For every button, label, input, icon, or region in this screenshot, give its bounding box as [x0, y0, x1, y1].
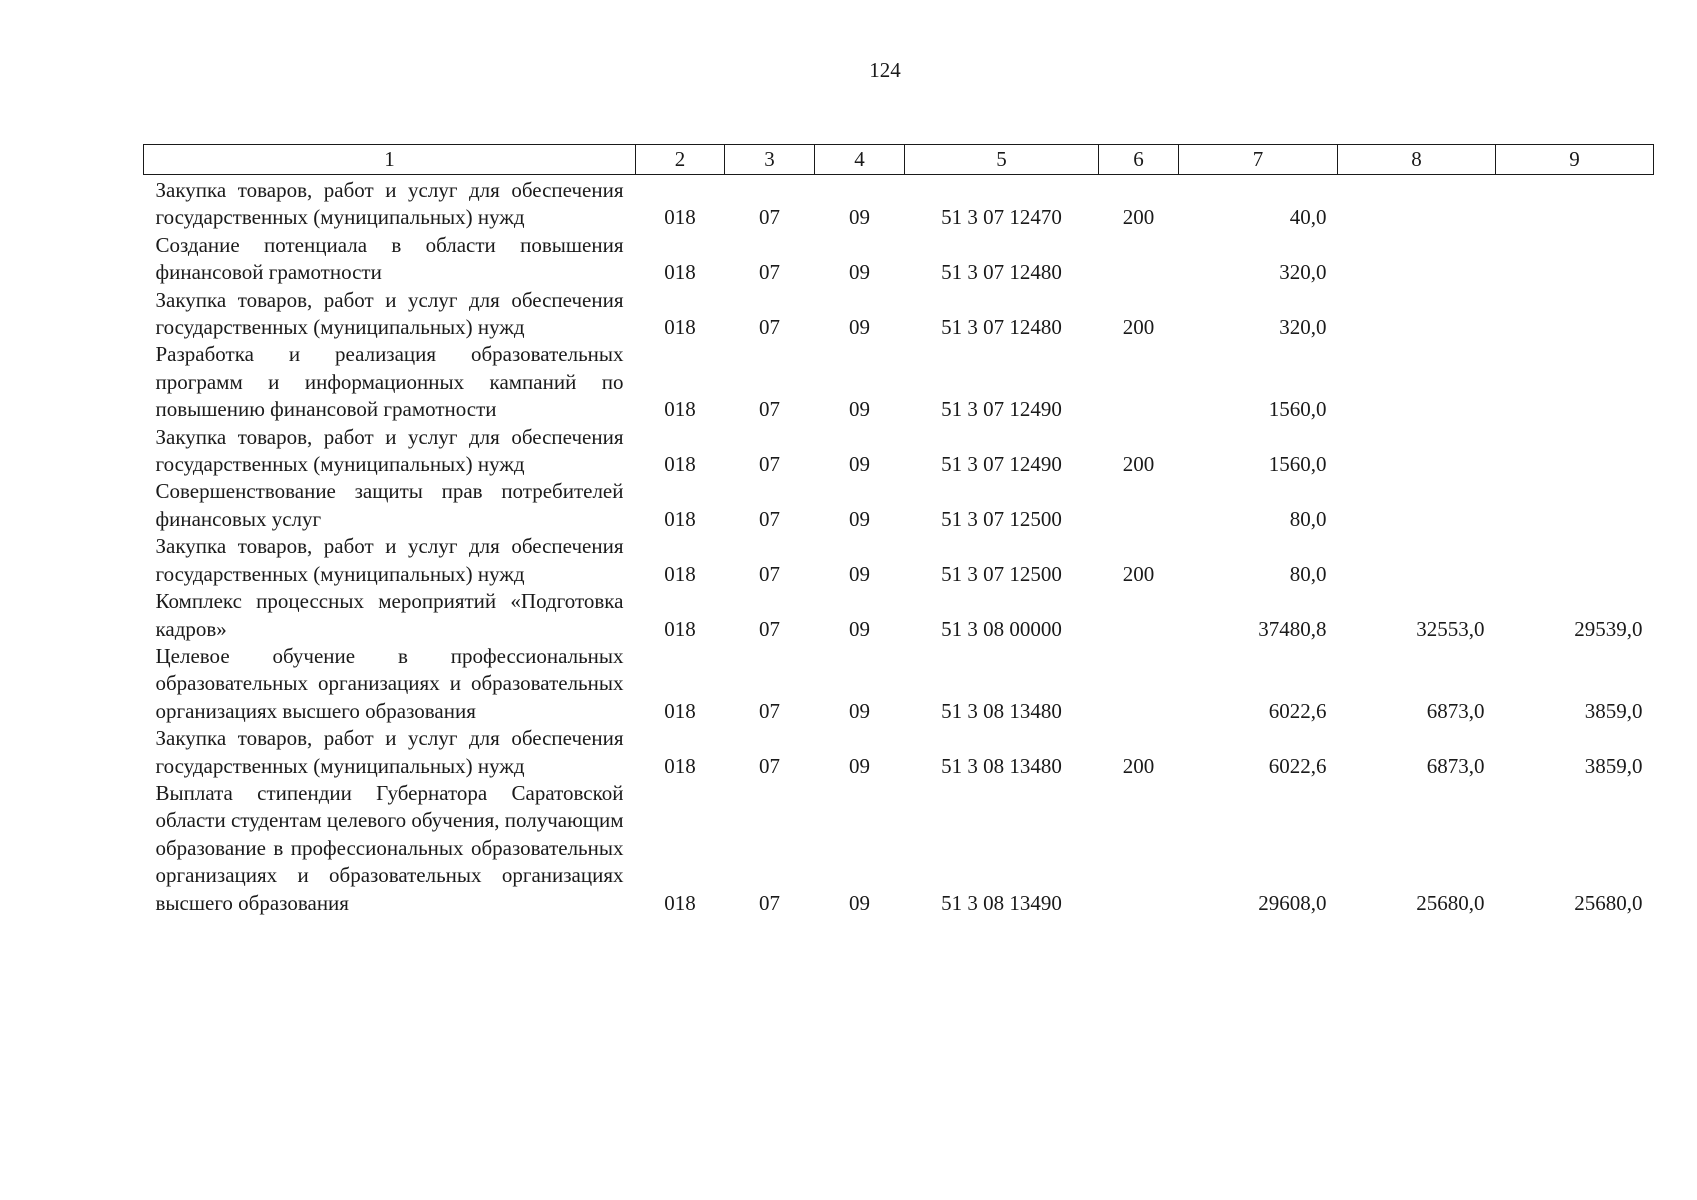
row-amount-2: [1338, 478, 1496, 533]
budget-table: [143, 144, 1654, 917]
row-name-text: Комплекс процессных мероприятий «Подготовка кадров»: [155, 589, 624, 641]
column-header-4: 4: [815, 145, 905, 175]
row-name: [144, 643, 636, 725]
row-subsection-code: 09: [849, 698, 870, 723]
row-amount-1: 320,0: [1279, 315, 1327, 340]
row-amount-3: [1496, 232, 1654, 287]
row-amount-3: [1496, 533, 1654, 588]
row-name: [144, 341, 636, 423]
row-ministry-code: 018: [664, 616, 696, 641]
row-name: [144, 588, 636, 643]
row-name-text: Целевое обучение в профессиональных образовательных организациях и образовательных организациях высшего образования: [155, 643, 624, 723]
table-row: [144, 725, 1654, 780]
page-number: 124: [869, 58, 901, 82]
column-header-6: 6: [1099, 145, 1179, 175]
row-amount-3: [1496, 424, 1654, 479]
table-row: [144, 780, 1654, 917]
table-row: [144, 643, 1654, 725]
row-ministry-code: 018: [664, 205, 696, 230]
row-target-article: 51 3 08 13480: [941, 753, 1062, 778]
row-amount-2: 6873,0: [1426, 698, 1485, 723]
row-amount-3: 25680,0: [1574, 890, 1643, 915]
row-ministry-code: 018: [664, 506, 696, 531]
row-amount-1: 320,0: [1279, 260, 1327, 285]
row-name: [144, 725, 636, 780]
row-target-article: 51 3 08 00000: [941, 616, 1062, 641]
table-body: [144, 175, 1654, 917]
row-subsection-code: 09: [849, 616, 870, 641]
row-subsection-code: 09: [849, 890, 870, 915]
row-subsection-code: 09: [849, 753, 870, 778]
column-header-1: 1: [144, 145, 636, 175]
row-name-text: Совершенствование защиты прав потребителей финансовых услуг: [155, 479, 624, 531]
row-expense-type: 200: [1122, 753, 1155, 778]
row-expense-type: [1099, 588, 1179, 643]
row-amount-2: 6873,0: [1426, 753, 1485, 778]
table-row: [144, 232, 1654, 287]
row-name-text: Закупка товаров, работ и услуг для обеспечения государственных (муниципальных) нужд: [155, 534, 624, 586]
header-row: [144, 145, 1654, 175]
column-header-2: 2: [636, 145, 725, 175]
row-ministry-code: 018: [664, 753, 696, 778]
table-row: [144, 287, 1654, 342]
row-subsection-code: 09: [849, 205, 870, 230]
row-name: [144, 175, 636, 232]
row-target-article: 51 3 07 12480: [941, 315, 1062, 340]
row-amount-3: 3859,0: [1584, 753, 1643, 778]
row-target-article: 51 3 08 13490: [941, 890, 1062, 915]
row-name: [144, 232, 636, 287]
row-amount-3: [1496, 341, 1654, 423]
table-row: [144, 478, 1654, 533]
row-ministry-code: 018: [664, 561, 696, 586]
row-name: [144, 424, 636, 479]
row-amount-1: 40,0: [1289, 205, 1327, 230]
row-ministry-code: 018: [664, 890, 696, 915]
row-amount-1: 6022,6: [1268, 698, 1327, 723]
row-amount-2: [1338, 341, 1496, 423]
row-name-text: Закупка товаров, работ и услуг для обеспечения государственных (муниципальных) нужд: [155, 726, 624, 778]
row-amount-1: 1560,0: [1268, 452, 1327, 477]
column-header-3: 3: [725, 145, 815, 175]
table-row: [144, 341, 1654, 423]
row-subsection-code: 09: [849, 315, 870, 340]
row-amount-2: [1338, 232, 1496, 287]
row-name-text: Закупка товаров, работ и услуг для обеспечения государственных (муниципальных) нужд: [155, 178, 624, 230]
row-ministry-code: 018: [664, 260, 696, 285]
row-amount-3: [1496, 478, 1654, 533]
row-ministry-code: 018: [664, 698, 696, 723]
row-ministry-code: 018: [664, 452, 696, 477]
row-amount-1: 29608,0: [1258, 890, 1327, 915]
row-amount-3: [1496, 175, 1654, 232]
row-amount-1: 80,0: [1289, 561, 1327, 586]
row-target-article: 51 3 08 13480: [941, 698, 1062, 723]
row-ministry-code: 018: [664, 315, 696, 340]
row-subsection-code: 09: [849, 397, 870, 422]
column-header-8: 8: [1338, 145, 1496, 175]
table-row: [144, 175, 1654, 232]
row-amount-3: 29539,0: [1574, 616, 1643, 641]
row-section-code: 07: [759, 205, 780, 230]
row-section-code: 07: [759, 452, 780, 477]
row-name: [144, 780, 636, 917]
row-expense-type: 200: [1122, 205, 1155, 230]
row-amount-1: 37480,8: [1258, 616, 1327, 641]
row-name: [144, 533, 636, 588]
row-expense-type: [1099, 478, 1179, 533]
row-name-text: Закупка товаров, работ и услуг для обеспечения государственных (муниципальных) нужд: [155, 287, 624, 340]
row-ministry-code: 018: [664, 397, 696, 422]
row-name: [144, 478, 636, 533]
row-amount-1: 6022,6: [1268, 753, 1327, 778]
row-name-text: Создание потенциала в области повышения финансовой грамотности: [155, 232, 624, 285]
row-section-code: 07: [759, 890, 780, 915]
row-amount-2: [1338, 175, 1496, 232]
row-amount-3: 3859,0: [1584, 698, 1643, 723]
row-target-article: 51 3 07 12490: [941, 397, 1062, 422]
row-amount-3: [1496, 287, 1654, 342]
table-row: [144, 533, 1654, 588]
row-expense-type: [1099, 643, 1179, 725]
row-section-code: 07: [759, 315, 780, 340]
row-subsection-code: 09: [849, 506, 870, 531]
row-name: [144, 287, 636, 342]
row-amount-2: 32553,0: [1416, 616, 1485, 641]
row-target-article: 51 3 07 12500: [941, 561, 1062, 586]
row-section-code: 07: [759, 698, 780, 723]
row-amount-1: 1560,0: [1268, 397, 1327, 422]
table-row: [144, 424, 1654, 479]
row-target-article: 51 3 07 12500: [941, 506, 1062, 531]
row-name-text: Выплата стипендии Губернатора Саратовской области студентам целевого обучения, получающим образование в профессиональных образовательных организациях и образовательных организациях высшего образования: [155, 780, 624, 915]
row-section-code: 07: [759, 260, 780, 285]
table-row: [144, 588, 1654, 643]
row-expense-type: 200: [1122, 315, 1155, 340]
column-header-5: 5: [905, 145, 1099, 175]
column-header-7: 7: [1179, 145, 1338, 175]
column-header-9: 9: [1496, 145, 1654, 175]
row-expense-type: [1099, 232, 1179, 287]
row-expense-type: 200: [1122, 452, 1155, 477]
row-section-code: 07: [759, 753, 780, 778]
row-target-article: 51 3 07 12470: [941, 205, 1062, 230]
row-subsection-code: 09: [849, 260, 870, 285]
row-section-code: 07: [759, 616, 780, 641]
row-subsection-code: 09: [849, 561, 870, 586]
row-subsection-code: 09: [849, 452, 870, 477]
row-amount-2: 25680,0: [1416, 890, 1485, 915]
row-amount-2: [1338, 424, 1496, 479]
row-name-text: Разработка и реализация образовательных программ и информационных кампаний по повышению финансовой грамотности: [155, 342, 624, 422]
row-amount-2: [1338, 533, 1496, 588]
row-target-article: 51 3 07 12490: [941, 452, 1062, 477]
row-expense-type: 200: [1122, 561, 1155, 586]
row-expense-type: [1099, 341, 1179, 423]
row-amount-1: 80,0: [1289, 506, 1327, 531]
row-amount-2: [1338, 287, 1496, 342]
row-name-text: Закупка товаров, работ и услуг для обеспечения государственных (муниципальных) нужд: [155, 424, 624, 477]
row-target-article: 51 3 07 12480: [941, 260, 1062, 285]
row-section-code: 07: [759, 397, 780, 422]
row-section-code: 07: [759, 561, 780, 586]
row-section-code: 07: [759, 506, 780, 531]
row-expense-type: [1099, 780, 1179, 917]
